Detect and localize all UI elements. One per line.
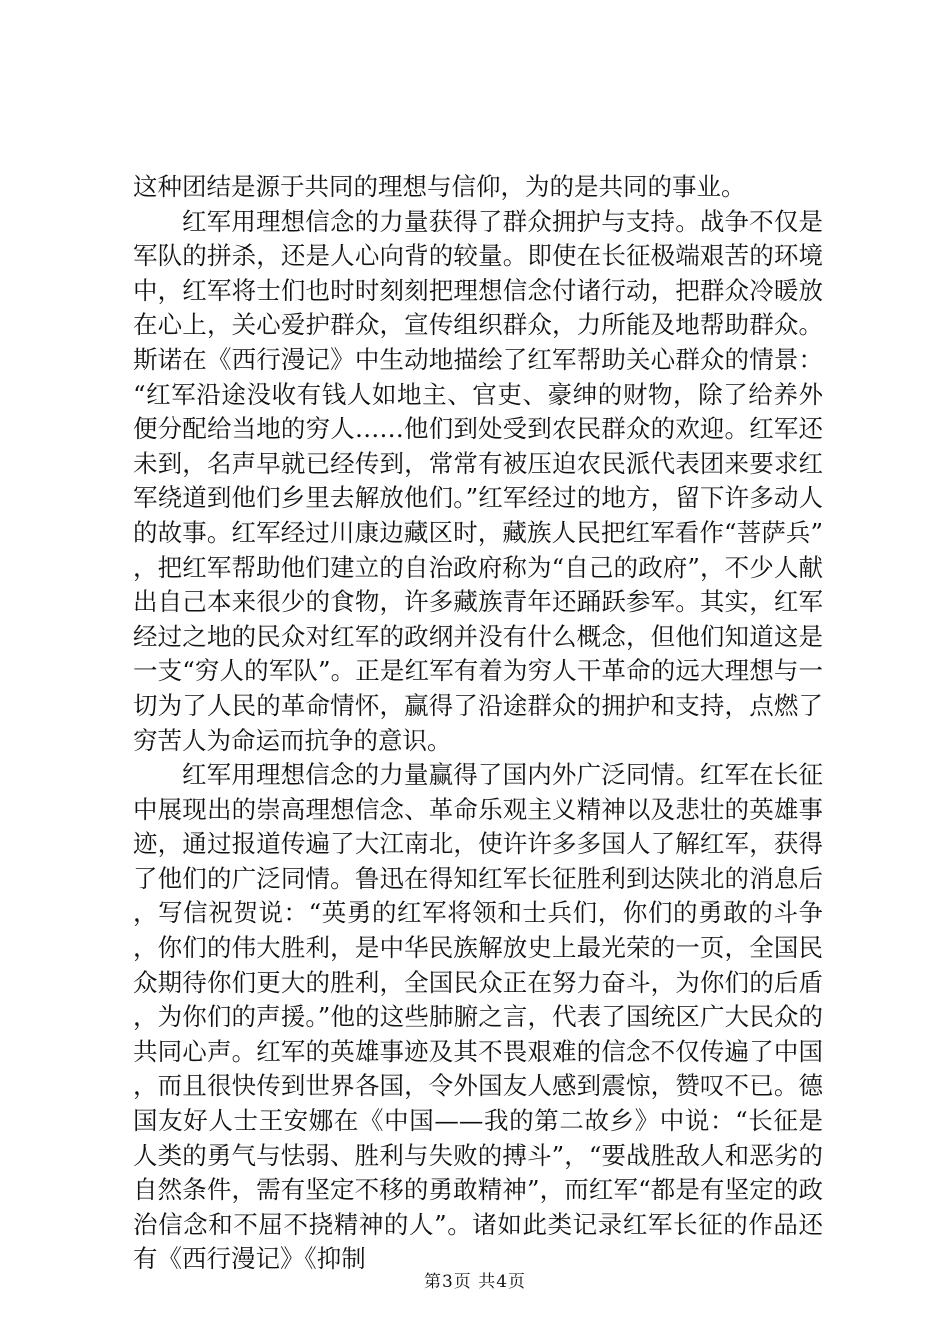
page-number-footer: 第3页 共4页 (423, 1272, 527, 1292)
paragraph-mass-support: 红军用理想信念的力量获得了群众拥护与支持。战争不仅是军队的拼杀，还是人心向背的较量。即使在长征极端艰苦的环境中，红军将士们也时时刻刻把理想信念付诸行动，把群众冷暖放在心上，关心爱护群众，宣传组织群众，力所能及地帮助群众。斯诺在《西行漫记》中生动地描绘了红军帮助关心群众的情景：“红军沿途没收有钱人如地主、官吏、豪绅的财物，除了给养外便分配给当地的穷人……他们到处受到农民群众的欢迎。红军还未到，名声早就已经传到，常常有被压迫农民派代表团来要求红军绕道到他们乡里去解放他们。”红军经过的地方，留下许多动人的故事。红军经过川康边藏区时，藏族人民把红军看作“菩萨兵”，把红军帮助他们建立的自治政府称为“自己的政府”，不少人献出自己本来很少的食物，许多藏族青年还踊跃参军。其实，红军经过之地的民众对红军的政纲并没有什么概念，但他们知道这是一支“穷人的军队”。正是红军有着为穷人干革命的远大理想与一切为了人民的革命情怀，赢得了沿途群众的拥护和支持，点燃了穷苦人为命运而抗争的意识。 (133, 206, 823, 755)
paragraph-sympathy: 红军用理想信念的力量赢得了国内外广泛同情。红军在长征中展现出的崇高理想信念、革命乐观主义精神以及悲壮的英雄事迹，通过报道传遍了大江南北，使许许多多国人了解红军，获得了他们的广泛同情。鲁迅在得知红军长征胜利到达陕北的消息后，写信祝贺说：“英勇的红军将领和士兵们，你们的勇敢的斗争，你们的伟大胜利，是中华民族解放史上最光荣的一页，全国民众期待你们更大的胜利，全国民众正在努力奋斗，为你们的后盾，为你们的声援。”他的这些肺腑之言，代表了国统区广大民众的共同心声。红军的英雄事迹及其不畏艰难的信念不仅传遍了中国，而且很快传到世界各国，令外国友人感到震惊，赞叹不已。德国友好人士王安娜在《中国——我的第二故乡》中说：“长征是人类的勇气与怯弱、胜利与失败的搏斗”，“要战胜敌人和恶劣的自然条件，需有坚定不移的勇敢精神”，而红军“都是有坚定的政治信念和不屈不挠精神的人”。诸如此类记录红军长征的作品还有《西行漫记》《抑制 (133, 760, 823, 1274)
document-body (133, 170, 823, 1277)
paragraph-continuation: 这种团结是源于共同的理想与信仰，为的是共同的事业。 (133, 172, 746, 201)
